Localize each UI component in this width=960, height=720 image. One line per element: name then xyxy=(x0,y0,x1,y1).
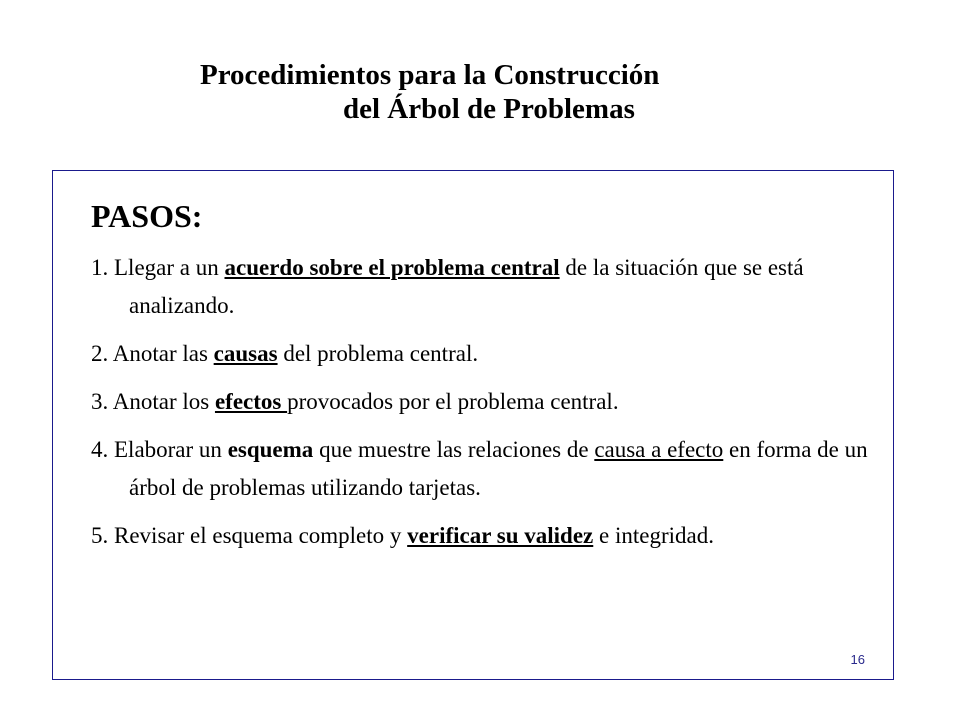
step-4 xyxy=(91,431,881,507)
step-text: que muestre las relaciones de xyxy=(313,437,595,462)
step-emphasis: efectos xyxy=(214,389,288,414)
step-text: Revisar el esquema completo y xyxy=(114,523,408,548)
step-5 xyxy=(91,517,881,555)
step-number: 5. xyxy=(91,523,109,548)
steps-heading: PASOS: xyxy=(91,198,203,234)
content-box xyxy=(52,170,894,680)
step-3 xyxy=(91,383,881,421)
step-text: e integridad. xyxy=(593,523,714,548)
step-number: 1. xyxy=(91,255,109,280)
step-number: 2. xyxy=(91,341,109,366)
step-emphasis: acuerdo sobre el problema central xyxy=(224,255,560,280)
title-line-2: del Árbol de Problemas xyxy=(343,93,635,125)
step-text: Elaborar un xyxy=(114,437,228,462)
step-2 xyxy=(91,335,881,373)
step-text: Llegar a un xyxy=(114,255,225,280)
steps-list xyxy=(91,249,881,565)
step-underlined: causa a efecto xyxy=(594,437,724,462)
step-emphasis: esquema xyxy=(227,437,314,462)
step-emphasis: verificar su validez xyxy=(407,523,594,548)
page-number: 16 xyxy=(850,652,865,667)
step-text: Anotar los xyxy=(112,389,215,414)
title-line-1: Procedimientos para la Construcción xyxy=(200,59,660,91)
step-text: provocados por el problema central. xyxy=(287,389,619,414)
step-number: 3. xyxy=(91,389,109,414)
step-text: en forma de un árbol de problemas utilizando tarjetas. xyxy=(129,437,868,500)
step-emphasis: causas xyxy=(213,341,278,366)
step-number: 4. xyxy=(91,437,109,462)
step-text: de la situación que se está analizando. xyxy=(129,255,804,318)
step-1 xyxy=(91,249,881,325)
step-text: Anotar las xyxy=(112,341,214,366)
step-text: del problema central. xyxy=(277,341,479,366)
